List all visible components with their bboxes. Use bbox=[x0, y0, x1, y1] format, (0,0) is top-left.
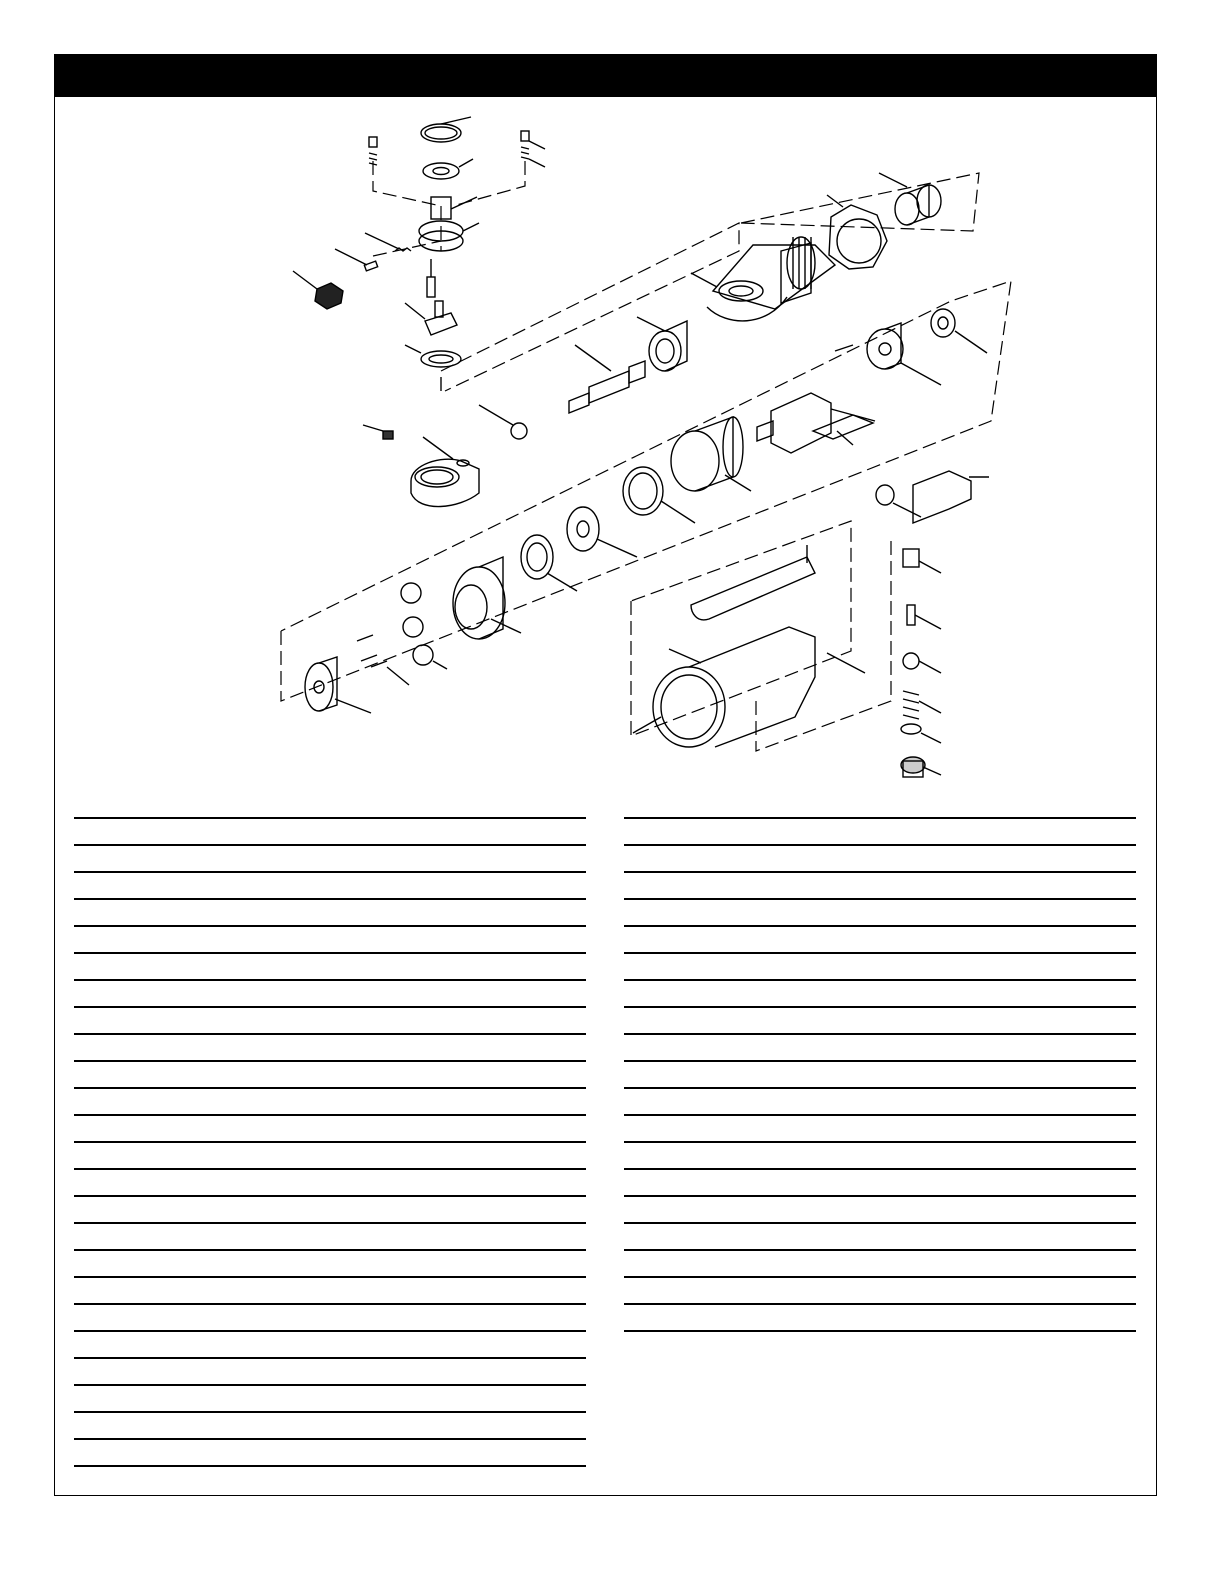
end-plate-ring bbox=[623, 467, 695, 523]
table-row bbox=[74, 1197, 586, 1224]
table-row bbox=[74, 927, 586, 954]
cylinder-sleeve bbox=[671, 417, 751, 491]
table-row bbox=[74, 1251, 586, 1278]
crank-shaft bbox=[569, 345, 645, 413]
table-row bbox=[74, 1035, 586, 1062]
table-row bbox=[74, 1089, 586, 1116]
lower-washer bbox=[405, 345, 461, 367]
reverse-pawl bbox=[405, 301, 457, 335]
clamp-nut bbox=[827, 195, 887, 269]
table-row bbox=[74, 1386, 586, 1413]
rotor-blade bbox=[813, 415, 873, 445]
table-row bbox=[624, 900, 1136, 927]
planet-carrier bbox=[305, 657, 371, 713]
planet-gear-3 bbox=[413, 645, 447, 669]
spacer-washer bbox=[521, 535, 577, 591]
front-end-plate bbox=[867, 323, 941, 385]
grease-fitting bbox=[363, 425, 393, 439]
table-row bbox=[624, 846, 1136, 873]
valve-o-ring bbox=[901, 724, 941, 743]
table-row bbox=[74, 846, 586, 873]
table-row bbox=[624, 981, 1136, 1008]
drive-head bbox=[419, 197, 479, 251]
table-row bbox=[74, 1332, 586, 1359]
table-row bbox=[74, 1062, 586, 1089]
washer bbox=[423, 159, 473, 179]
table-row bbox=[74, 900, 586, 927]
bushing bbox=[879, 173, 941, 225]
page-frame bbox=[54, 54, 1157, 1496]
table-row bbox=[74, 981, 586, 1008]
lever-pin bbox=[827, 653, 865, 673]
table-row bbox=[74, 819, 586, 846]
table-row bbox=[624, 1116, 1136, 1143]
table-row bbox=[624, 1197, 1136, 1224]
valve-stem bbox=[907, 605, 941, 629]
table-row bbox=[624, 1170, 1136, 1197]
table-row bbox=[624, 1278, 1136, 1305]
table-row bbox=[74, 1278, 586, 1305]
parts-list-right bbox=[624, 817, 1136, 1332]
pawl-pin bbox=[335, 249, 378, 271]
valve-bushing bbox=[903, 549, 941, 573]
table-row bbox=[74, 1440, 586, 1467]
table-row bbox=[74, 1305, 586, 1332]
table-row bbox=[624, 1224, 1136, 1251]
table-row bbox=[74, 873, 586, 900]
table-row bbox=[74, 954, 586, 981]
ratchet-head bbox=[411, 437, 479, 507]
valve-spring bbox=[903, 691, 941, 719]
ratchet-yoke bbox=[691, 243, 835, 321]
front-bearing bbox=[931, 309, 987, 353]
valve-cap bbox=[901, 757, 941, 777]
header-bar bbox=[55, 55, 1156, 97]
planet-gear-1 bbox=[401, 583, 421, 603]
ring-gear bbox=[453, 557, 521, 639]
rear-bearing bbox=[567, 507, 637, 557]
table-row bbox=[624, 1008, 1136, 1035]
retaining-ring bbox=[421, 117, 471, 142]
planet-pins bbox=[357, 635, 409, 685]
air-inlet bbox=[913, 471, 989, 523]
table-row bbox=[74, 1224, 586, 1251]
drive-pin bbox=[427, 259, 435, 297]
pawl-spring bbox=[365, 233, 411, 251]
table-row bbox=[624, 1143, 1136, 1170]
table-row bbox=[74, 1413, 586, 1440]
inlet-o-ring bbox=[876, 485, 921, 517]
table-row bbox=[624, 927, 1136, 954]
table-row bbox=[74, 1116, 586, 1143]
table-row bbox=[74, 1170, 586, 1197]
table-row bbox=[624, 1251, 1136, 1278]
table-row bbox=[624, 1062, 1136, 1089]
valve-ball bbox=[903, 653, 941, 673]
table-row bbox=[624, 1305, 1136, 1332]
table-row bbox=[74, 1143, 586, 1170]
assembly-guides bbox=[281, 161, 1011, 751]
table-row bbox=[624, 1089, 1136, 1116]
handle-housing bbox=[633, 627, 815, 747]
table-row bbox=[74, 1008, 586, 1035]
ball-bearing-small bbox=[479, 405, 527, 439]
parts-list-left bbox=[74, 817, 586, 1467]
table-row bbox=[74, 1359, 586, 1386]
rotor bbox=[757, 393, 875, 453]
table-row bbox=[624, 873, 1136, 900]
exploded-parts-diagram bbox=[55, 97, 1156, 817]
table-row bbox=[624, 954, 1136, 981]
table-row bbox=[624, 1035, 1136, 1062]
reverse-knob bbox=[293, 271, 343, 309]
set-screw-left bbox=[369, 137, 377, 165]
table-row bbox=[624, 819, 1136, 846]
planet-gear-2 bbox=[403, 617, 423, 637]
